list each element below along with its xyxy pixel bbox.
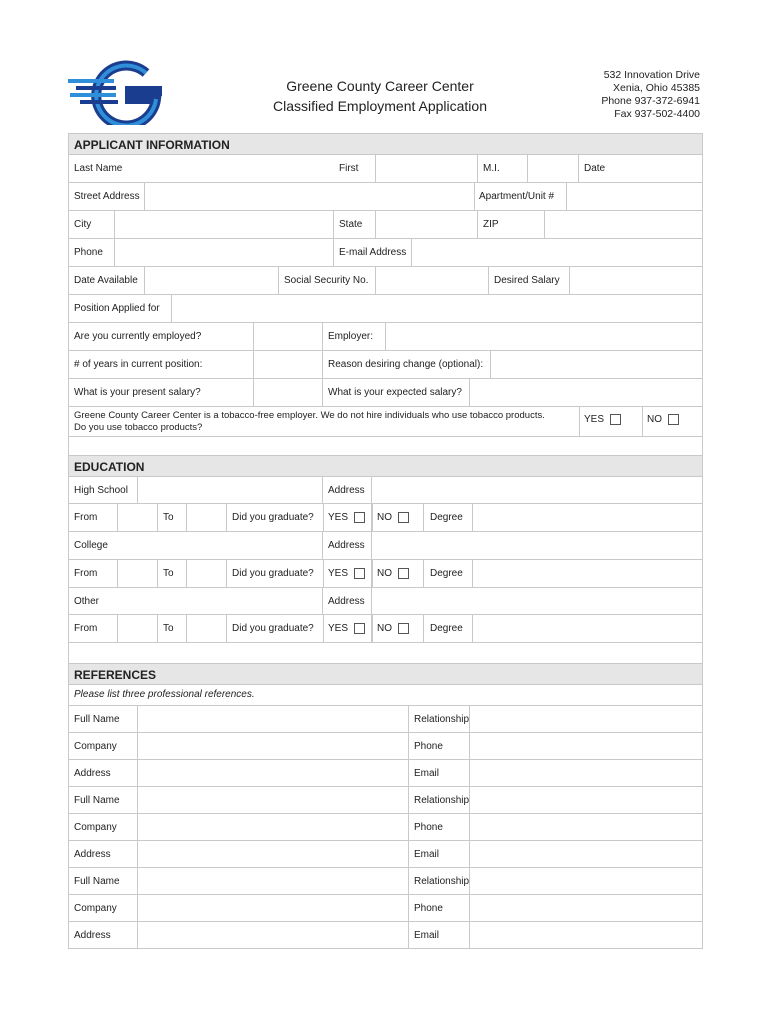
tobacco-policy-text: Greene County Career Center is a tobacco-free employer. We do not hire individuals who use tobacco products. [74, 410, 545, 421]
email-label: E-mail Address [339, 247, 407, 258]
ref-3-phone-label: Phone [414, 902, 443, 914]
college-no-option[interactable] [372, 560, 409, 587]
high-school-dates-row [69, 504, 702, 532]
ref-2-address-label: Address [74, 848, 111, 860]
apt-label: Apartment/Unit # [479, 191, 555, 202]
college-no-checkbox[interactable] [398, 568, 409, 579]
address-city: Xenia, Ohio 45385 [613, 82, 700, 94]
ref-2-relationship-label: Relationship [414, 794, 470, 806]
other-to-label: To [163, 623, 174, 634]
hs-to-label: To [163, 512, 174, 523]
last-name-label: Last Name [74, 163, 123, 174]
email-field[interactable] [411, 239, 412, 266]
references-list [69, 706, 702, 949]
education-section-title: EDUCATION [69, 456, 702, 477]
reference-1-full-name-row [69, 706, 702, 733]
phone-label: Phone [74, 247, 103, 258]
zip-field[interactable] [544, 211, 545, 238]
ref-1-address-label: Address [74, 767, 111, 779]
references-section-title: REFERENCES [69, 664, 702, 685]
applicant-spacer [69, 437, 702, 456]
other-no-checkbox[interactable] [398, 623, 409, 634]
high-school-row [69, 477, 702, 504]
reference-3-address-row [69, 922, 702, 949]
hs-no-option[interactable] [372, 504, 409, 531]
college-yes-checkbox[interactable] [354, 568, 365, 579]
other-no-option[interactable] [372, 615, 409, 642]
present-salary-question: What is your present salary? [74, 387, 201, 398]
college-from-field[interactable] [117, 560, 158, 587]
years-question: # of years in current position: [74, 359, 203, 370]
employed-field[interactable] [253, 323, 323, 350]
ref-3-address-field[interactable] [137, 922, 409, 948]
high-school-field[interactable] [137, 477, 323, 503]
college-dates-row [69, 560, 702, 588]
tobacco-yes-checkbox[interactable] [610, 414, 621, 425]
employer-label: Employer: [328, 331, 374, 342]
employed-question: Are you currently employed? [74, 331, 202, 342]
other-dates-row [69, 615, 702, 643]
date-available-label: Date Available [74, 275, 138, 286]
college-no-label: NO [377, 568, 392, 579]
mi-field[interactable] [527, 155, 579, 182]
tobacco-yes-option[interactable] [579, 403, 621, 436]
ref-3-full-name-field[interactable] [137, 868, 409, 894]
ssn-label: Social Security No. [284, 275, 369, 286]
first-name-label: First [339, 163, 359, 174]
apt-field[interactable] [566, 183, 567, 210]
reference-2-address-row [69, 841, 702, 868]
ref-1-address-field[interactable] [137, 760, 409, 786]
reason-question: Reason desiring change (optional): [328, 359, 484, 370]
hs-yes-option[interactable] [323, 504, 365, 531]
college-degree-field[interactable] [472, 560, 473, 587]
other-yes-label: YES [328, 623, 349, 634]
tobacco-yes-label: YES [584, 414, 605, 425]
college-from-label: From [74, 568, 98, 579]
ref-1-phone-label: Phone [414, 740, 443, 752]
other-no-label: NO [377, 623, 392, 634]
other-field[interactable] [137, 588, 323, 614]
city-row [69, 211, 702, 239]
ref-2-email-field[interactable] [469, 841, 470, 867]
state-field[interactable] [375, 211, 478, 238]
hs-degree-label: Degree [430, 512, 463, 523]
ref-3-company-field[interactable] [137, 895, 409, 921]
tobacco-no-option[interactable] [642, 403, 679, 436]
ref-2-company-label: Company [74, 821, 117, 833]
college-address-field[interactable] [371, 532, 372, 559]
hs-yes-label: YES [328, 512, 349, 523]
hs-no-checkbox[interactable] [398, 512, 409, 523]
expected-salary-field[interactable] [469, 379, 470, 406]
school-name: Greene County Career Center [286, 78, 474, 94]
other-degree-label: Degree [430, 623, 463, 634]
college-label: College [74, 540, 108, 551]
other-graduate-question: Did you graduate? [232, 623, 314, 634]
high-school-address-field[interactable] [371, 477, 372, 503]
address-street: 532 Innovation Drive [603, 69, 700, 81]
college-row [69, 532, 702, 560]
ref-3-relationship-field[interactable] [469, 868, 470, 894]
city-field[interactable] [114, 211, 334, 238]
city-label: City [74, 219, 92, 230]
hs-to-field[interactable] [186, 504, 227, 531]
high-school-address-label: Address [328, 484, 365, 496]
college-yes-option[interactable] [323, 560, 365, 587]
ref-1-relationship-label: Relationship [414, 713, 470, 725]
years-field[interactable] [253, 351, 323, 378]
ref-2-company-field[interactable] [137, 814, 409, 840]
hs-yes-checkbox[interactable] [354, 512, 365, 523]
ref-2-address-field[interactable] [137, 841, 409, 867]
high-school-label: High School [74, 484, 128, 496]
ref-1-company-label: Company [74, 740, 117, 752]
ref-1-full-name-field[interactable] [137, 706, 409, 732]
other-to-field[interactable] [186, 615, 227, 642]
school-address [601, 69, 700, 121]
years-row [69, 351, 702, 379]
college-to-field[interactable] [186, 560, 227, 587]
application-form [68, 133, 703, 949]
ssn-field[interactable] [375, 267, 489, 294]
ref-2-full-name-field[interactable] [137, 787, 409, 813]
ref-2-phone-field[interactable] [469, 814, 470, 840]
ref-1-company-field[interactable] [137, 733, 409, 759]
expected-salary-question: What is your expected salary? [328, 387, 462, 398]
mi-label: M.I. [483, 163, 500, 174]
tobacco-no-label: NO [647, 414, 662, 425]
present-salary-field[interactable] [253, 379, 323, 406]
reference-1-address-row [69, 760, 702, 787]
street-row [69, 183, 702, 211]
state-label: State [339, 219, 363, 230]
position-label: Position Applied for [74, 303, 160, 314]
ref-1-full-name-label: Full Name [74, 713, 120, 725]
education-spacer [69, 643, 702, 664]
employer-field[interactable] [385, 323, 386, 350]
other-address-field[interactable] [371, 588, 372, 614]
college-field[interactable] [137, 532, 323, 559]
desired-salary-field[interactable] [569, 267, 570, 294]
address-fax: Fax 937-502-4400 [614, 108, 700, 120]
college-to-label: To [163, 568, 174, 579]
tobacco-question: Do you use tobacco products? [74, 422, 203, 433]
reference-1-company-row [69, 733, 702, 760]
tobacco-row [69, 407, 702, 437]
college-graduate-question: Did you graduate? [232, 568, 314, 579]
date-label: Date [584, 163, 606, 174]
first-name-field[interactable] [375, 155, 478, 182]
street-label: Street Address [74, 191, 140, 202]
ref-1-email-field[interactable] [469, 760, 470, 786]
other-label: Other [74, 595, 100, 607]
reference-3-full-name-row [69, 868, 702, 895]
ref-3-full-name-label: Full Name [74, 875, 120, 887]
ref-1-relationship-field[interactable] [469, 706, 470, 732]
address-phone: Phone 937-372-6941 [601, 95, 700, 107]
hs-degree-field[interactable] [472, 504, 473, 531]
other-yes-option[interactable] [323, 615, 365, 642]
other-row [69, 588, 702, 615]
applicant-section-title: APPLICANT INFORMATION [69, 134, 702, 155]
hs-no-label: NO [377, 512, 392, 523]
ref-3-company-label: Company [74, 902, 117, 914]
tobacco-statement [69, 407, 584, 436]
ref-3-phone-field[interactable] [469, 895, 470, 921]
ref-3-email-label: Email [414, 929, 440, 941]
school-logo [68, 55, 168, 125]
college-address-label: Address [328, 540, 365, 551]
hs-from-field[interactable] [117, 504, 158, 531]
reference-2-company-row [69, 814, 702, 841]
other-from-label: From [74, 623, 98, 634]
ref-2-email-label: Email [414, 848, 440, 860]
position-field[interactable] [171, 295, 172, 322]
ref-2-full-name-label: Full Name [74, 794, 120, 806]
tobacco-no-checkbox[interactable] [668, 414, 679, 425]
phone-field[interactable] [114, 239, 334, 266]
ref-1-phone-field[interactable] [469, 733, 470, 759]
reason-field[interactable] [490, 351, 491, 378]
ref-1-email-label: Email [414, 767, 440, 779]
references-note: Please list three professional references. [69, 685, 702, 706]
college-degree-label: Degree [430, 568, 463, 579]
phone-row [69, 239, 702, 267]
hs-from-label: From [74, 512, 98, 523]
zip-label: ZIP [483, 219, 499, 230]
street-field[interactable] [144, 183, 474, 210]
ref-2-phone-label: Phone [414, 821, 443, 833]
position-row [69, 295, 702, 323]
availability-row [69, 267, 702, 295]
reference-2-full-name-row [69, 787, 702, 814]
form-title [230, 76, 530, 116]
employed-row [69, 323, 702, 351]
reference-3-company-row [69, 895, 702, 922]
desired-salary-label: Desired Salary [494, 275, 560, 286]
ref-2-relationship-field[interactable] [469, 787, 470, 813]
college-yes-label: YES [328, 568, 349, 579]
other-from-field[interactable] [117, 615, 158, 642]
other-address-label: Address [328, 595, 365, 607]
hs-graduate-question: Did you graduate? [232, 512, 314, 523]
other-yes-checkbox[interactable] [354, 623, 365, 634]
ref-3-relationship-label: Relationship [414, 875, 470, 887]
date-available-field[interactable] [144, 267, 279, 294]
other-degree-field[interactable] [472, 615, 473, 642]
form-name: Classified Employment Application [273, 98, 487, 114]
ref-3-address-label: Address [74, 929, 111, 941]
ref-3-email-field[interactable] [469, 922, 470, 948]
name-row [69, 155, 702, 183]
